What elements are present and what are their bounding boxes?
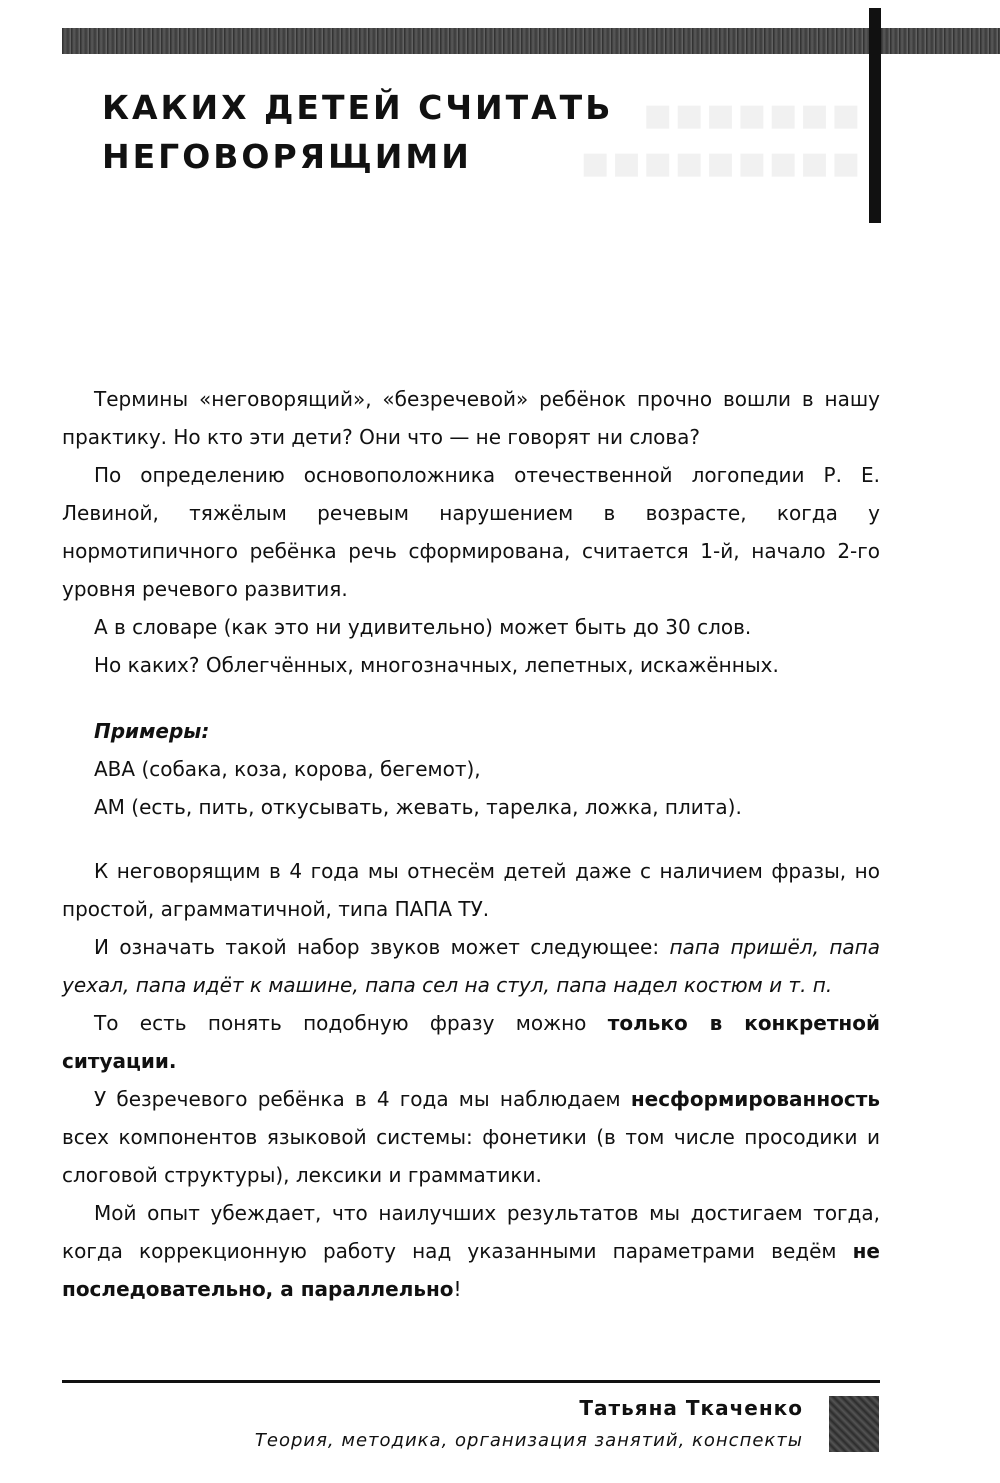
paragraph-8-bold: несформированность [630, 1087, 880, 1111]
footer-divider [62, 1380, 880, 1383]
example-1: АВА (собака, коза, корова, бегемот), [94, 757, 481, 781]
title-line-2: НЕГОВОРЯЩИМИ [102, 137, 472, 176]
paragraph-8-text-b: всех компонентов языковой системы: фонетики (в том числе просодики и слоговой структуры), лексики и грамматики. [62, 1125, 880, 1187]
paragraph-8 [62, 1080, 880, 1194]
header-decor-bar [62, 28, 1000, 54]
paragraph-4: Но каких? Облегчённых, многозначных, лепетных, искажённых. [94, 653, 779, 677]
paragraph-1: Термины «неговорящий», «безречевой» ребёнок прочно вошли в нашу практику. Но кто эти дети? Они что — не говорят ни слова? [62, 387, 880, 449]
paragraph-7-bold: только в конкретной ситуации. [62, 1011, 880, 1073]
example-2: АМ (есть, пить, откусывать, жевать, тарелка, ложка, плита). [94, 795, 742, 819]
title-line-1: КАКИХ ДЕТЕЙ СЧИТАТЬ [102, 88, 614, 127]
paragraph-9-bold: не последовательно, а параллельно [62, 1239, 880, 1301]
footer-decor-square [829, 1396, 879, 1452]
paragraph-6-text: И означать такой набор звуков может следующее: [94, 935, 670, 959]
paragraph-7-text: То есть понять подобную фразу можно [94, 1011, 608, 1035]
paragraph-7 [62, 1004, 880, 1080]
main-text [62, 380, 880, 1308]
paragraph-3: А в словаре (как это ни удивительно) может быть до 30 слов. [94, 615, 752, 639]
paragraph-6-italic: папа пришёл, папа уехал, папа идёт к машине, папа сел на стул, папа надел костюм и т. п. [62, 935, 880, 997]
page-title [102, 83, 842, 181]
footer-subtitle: Теория, методика, организация занятий, конспекты [254, 1430, 803, 1451]
footer-author: Татьяна Ткаченко [579, 1396, 803, 1420]
bleed-through-decor: ■■■■■■■ ■■■■■■■■■ [577, 98, 860, 181]
paragraph-8-text-a: У безречевого ребёнка в 4 года мы наблюдаем [94, 1087, 631, 1111]
paragraph-9-text-b: ! [453, 1277, 462, 1301]
header-vertical-bar [869, 8, 881, 223]
paragraph-9 [62, 1194, 880, 1308]
paragraph-5: К неговорящим в 4 года мы отнесём детей даже с наличием фразы, но простой, аграмматичной, типа ПАПА ТУ. [62, 859, 880, 921]
examples-heading: Примеры: [94, 719, 210, 743]
paragraph-6 [62, 928, 880, 1004]
paragraph-9-text-a: Мой опыт убеждает, что наилучших результатов мы достигаем тогда, когда коррекционную работу над указанными параметрами ведём [62, 1201, 880, 1263]
paragraph-2: По определению основоположника отечественной логопедии Р. Е. Левиной, тяжёлым речевым нарушением в возрасте, когда у нормотипичного ребёнка речь сформирована, считается 1-й, начало 2-го уровня речевого развития. [62, 463, 880, 601]
